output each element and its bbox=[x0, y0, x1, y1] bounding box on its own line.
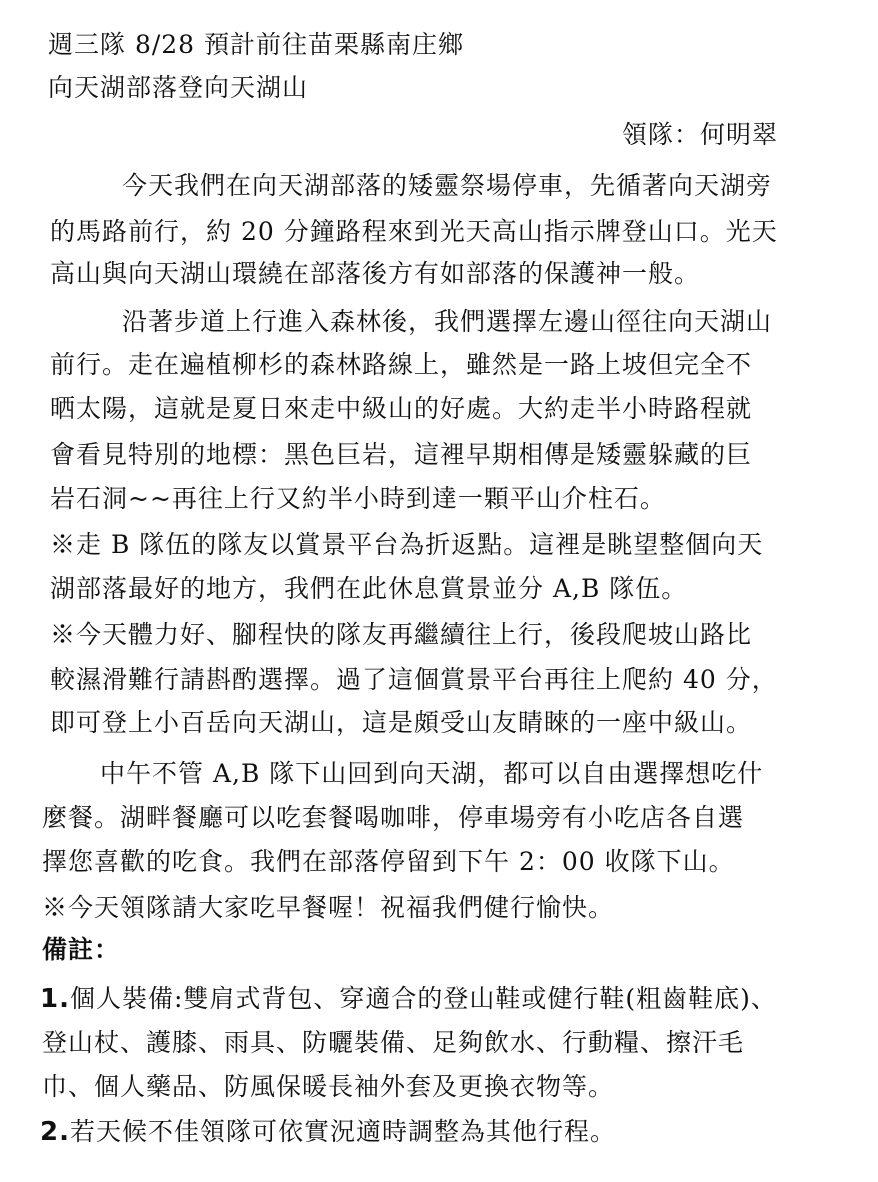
note-line: ※走 B 隊伍的隊友以賞景平台為折返點。這裡是眺望整個向天 bbox=[50, 530, 764, 559]
paragraph-line: 的馬路前行，約 20 分鐘路程來到光天高山指示牌登山口。光天 bbox=[50, 217, 778, 246]
remark-text: 若天候不佳領隊可依實況適時調整為其他行程。 bbox=[69, 1117, 616, 1146]
paragraph-line: 中午不管 A,B 隊下山回到向天湖，都可以自由選擇想吃什 bbox=[100, 759, 764, 788]
paragraph-line: 晒太陽，這就是夏日來走中級山的好處。大約走半小時路程就 bbox=[50, 394, 753, 423]
remark-continuation: 登山杖、護膝、雨具、防曬裝備、足夠飲水、行動糧、擦汗毛 bbox=[42, 1028, 745, 1057]
note-line: ※今天領隊請大家吃早餐喔！祝福我們健行愉快。 bbox=[42, 893, 615, 922]
note-line: 較濕滑難行請斟酌選擇。過了這個賞景平台再往上爬約 40 分， bbox=[50, 665, 778, 694]
remark-text: 個人裝備:雙肩式背包、穿適合的登山鞋或健行鞋(粗齒鞋底)、 bbox=[69, 984, 777, 1013]
note-line: 湖部落最好的地方，我們在此休息賞景並分 A,B 隊伍。 bbox=[50, 574, 688, 603]
title-line-2: 向天湖部落登向天湖山 bbox=[48, 73, 309, 102]
paragraph-line: 會看見特別的地標：黑色巨岩，這裡早期相傳是矮靈躲藏的巨 bbox=[50, 440, 753, 469]
note-line: 即可登上小百岳向天湖山，這是頗受山友睛睞的一座中級山。 bbox=[50, 708, 753, 737]
paragraph-line: 擇您喜歡的吃食。我們在部落停留到下午 2：00 收隊下山。 bbox=[42, 847, 735, 876]
remark-number: 1. bbox=[40, 984, 70, 1014]
note-line: ※今天體力好、腳程快的隊友再繼續往上行，後段爬坡山路比 bbox=[50, 620, 753, 649]
remarks-heading: 備註： bbox=[42, 935, 121, 964]
paragraph-line: 岩石洞~~再往上行又約半小時到達一顆平山介柱石。 bbox=[50, 484, 666, 513]
paragraph-line: 前行。走在遍植柳杉的森林路線上，雖然是一路上坡但完全不 bbox=[50, 350, 753, 379]
paragraph-line: 高山與向天湖山環繞在部落後方有如部落的保護神一般。 bbox=[50, 259, 701, 288]
title-line-1: 週三隊 8/28 預計前往苗栗縣南庄鄉 bbox=[48, 30, 465, 59]
leader-name: 領隊：何明翠 bbox=[622, 120, 779, 149]
remark-continuation: 巾、個人藥品、防風保暖長袖外套及更換衣物等。 bbox=[42, 1072, 615, 1101]
paragraph-line: 麼餐。湖畔餐廳可以吃套餐喝咖啡，停車場旁有小吃店各自選 bbox=[42, 803, 745, 832]
paragraph-line: 沿著步道上行進入森林後，我們選擇左邊山徑往向天湖山 bbox=[122, 307, 773, 336]
remark-item-2 bbox=[40, 1117, 616, 1147]
remark-item-1 bbox=[40, 984, 777, 1014]
paragraph-line: 今天我們在向天湖部落的矮靈祭場停車，先循著向天湖旁 bbox=[122, 171, 773, 200]
remark-number: 2. bbox=[40, 1117, 70, 1147]
